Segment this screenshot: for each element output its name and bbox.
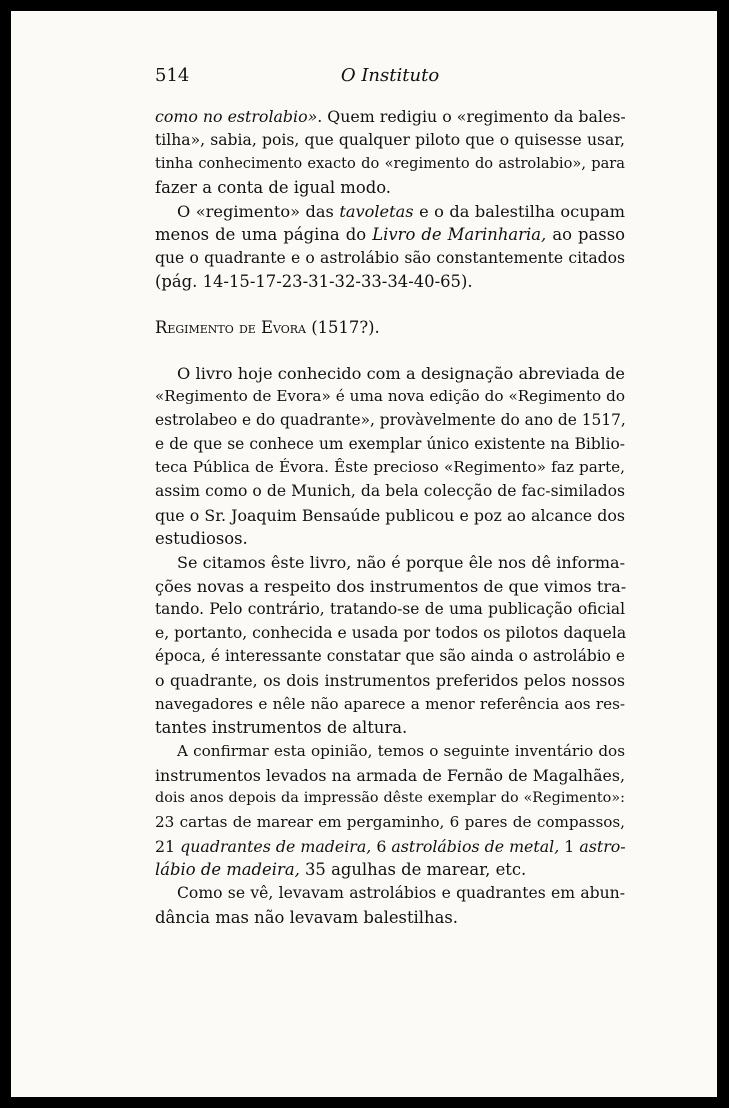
italic-text: tavoletas — [339, 201, 414, 221]
text-line: e de que se conhece um exemplar único existente na Biblio- — [155, 434, 625, 453]
italic-text: astrolábios de metal, — [391, 836, 560, 856]
italic-text: lábio de madeira, — [155, 860, 300, 880]
text-span: 35 agulhas de marear, etc. — [299, 860, 527, 880]
text-line: O livro hoje conhecido com a designação abreviada de — [177, 363, 625, 383]
paragraph-2 — [155, 200, 625, 295]
text-line: assim como o de Munich, da bela colecção de fac-similados — [155, 481, 625, 500]
text-line: fazer a conta de igual modo. — [155, 177, 391, 197]
text-line — [155, 835, 625, 859]
text-line — [155, 105, 625, 129]
text-span: menos de uma página do — [155, 225, 373, 245]
text-line: navegadores e nêle não aparece a menor referência aos res- — [155, 694, 625, 713]
text-line: instrumentos levados na armada de Fernão de Magalhães, — [155, 765, 625, 785]
paragraph-4 — [155, 551, 625, 740]
text-line: Como se vê, levavam astrolábios e quadrantes em abun- — [177, 883, 625, 902]
text-line: o quadrante, os dois instrumentos preferidos pelos nossos — [155, 671, 625, 691]
text-line: tinha conhecimento exacto do «regimento do astrolabio», para — [155, 155, 625, 173]
italic-text: Livro de Marinharia, — [372, 225, 547, 245]
text-line — [155, 858, 625, 882]
text-line: (pág. 14-15-17-23-31-32-33-34-40-65). — [155, 272, 473, 292]
italic-text: astro- — [579, 836, 626, 856]
paragraph-1 — [155, 105, 625, 200]
text-line: A confirmar esta opinião, temos o seguinte inventário dos — [177, 742, 625, 761]
text-span: ao passo — [546, 225, 625, 245]
text-line: que o quadrante e o astrolábio são constantemente citados — [155, 248, 625, 267]
italic-text: quadrantes de madeira, — [180, 836, 372, 856]
paragraph-3 — [155, 362, 625, 551]
text-line: que o Sr. Joaquim Bensaúde publicou e poz ao alcance dos — [155, 505, 625, 525]
paragraph-6 — [155, 882, 625, 929]
text-line: estudiosos. — [155, 529, 248, 549]
section-heading — [155, 316, 625, 340]
text-line: «Regimento de Evora» é uma nova edição do «Regimento do — [155, 387, 625, 406]
text-span: e o da balestilha ocupam — [413, 201, 625, 221]
text-line: e, portanto, conhecida e usada por todos os pilotos daquela — [155, 623, 627, 642]
section-date: (1517?). — [306, 318, 380, 338]
text-span: 1 — [559, 836, 580, 856]
running-title: O Instituto — [340, 65, 440, 86]
page-number: 514 — [155, 65, 190, 86]
page-header — [155, 65, 625, 89]
text-line: ções novas a respeito dos instrumentos de que vimos tra- — [155, 576, 627, 596]
text-line: estrolabeo e do quadrante», provàvelmente do ano de 1517, — [155, 411, 626, 430]
text-line — [155, 223, 625, 247]
text-line: Se citamos êste livro, não é porque êle nos dê informa- — [177, 552, 625, 572]
text-span: 21 — [155, 836, 181, 856]
text-span: 6 — [371, 836, 392, 856]
text-line: época, é interessante constatar que são ainda o astrolábio e — [155, 647, 625, 666]
text-line: tantes instrumentos de altura. — [155, 718, 408, 738]
text-line: tilha», sabia, pois, que qualquer piloto que o quisesse usar, — [155, 130, 625, 149]
page-body — [155, 105, 625, 929]
text-line: dância mas não levavam balestilhas. — [155, 907, 458, 927]
text-line: 23 cartas de marear em pergaminho, 6 pares de compassos, — [155, 812, 625, 831]
text-line: tando. Pelo contrário, tratando-se de uma publicação oficial — [155, 600, 625, 619]
text-line — [155, 200, 625, 224]
italic-text: como no estrolabio» — [155, 107, 318, 126]
text-line: teca Pública de Évora. Êste precioso «Regimento» faz parte, — [155, 458, 625, 477]
text-span: O «regimento» das — [177, 201, 340, 221]
text-span: . Quem redigiu o «regimento da bales- — [317, 107, 626, 126]
paragraph-5 — [155, 740, 625, 882]
text-line: dois anos depois da impressão dêste exemplar do «Regimento»: — [155, 790, 625, 807]
section-title: Regimento de Evora — [155, 318, 307, 338]
